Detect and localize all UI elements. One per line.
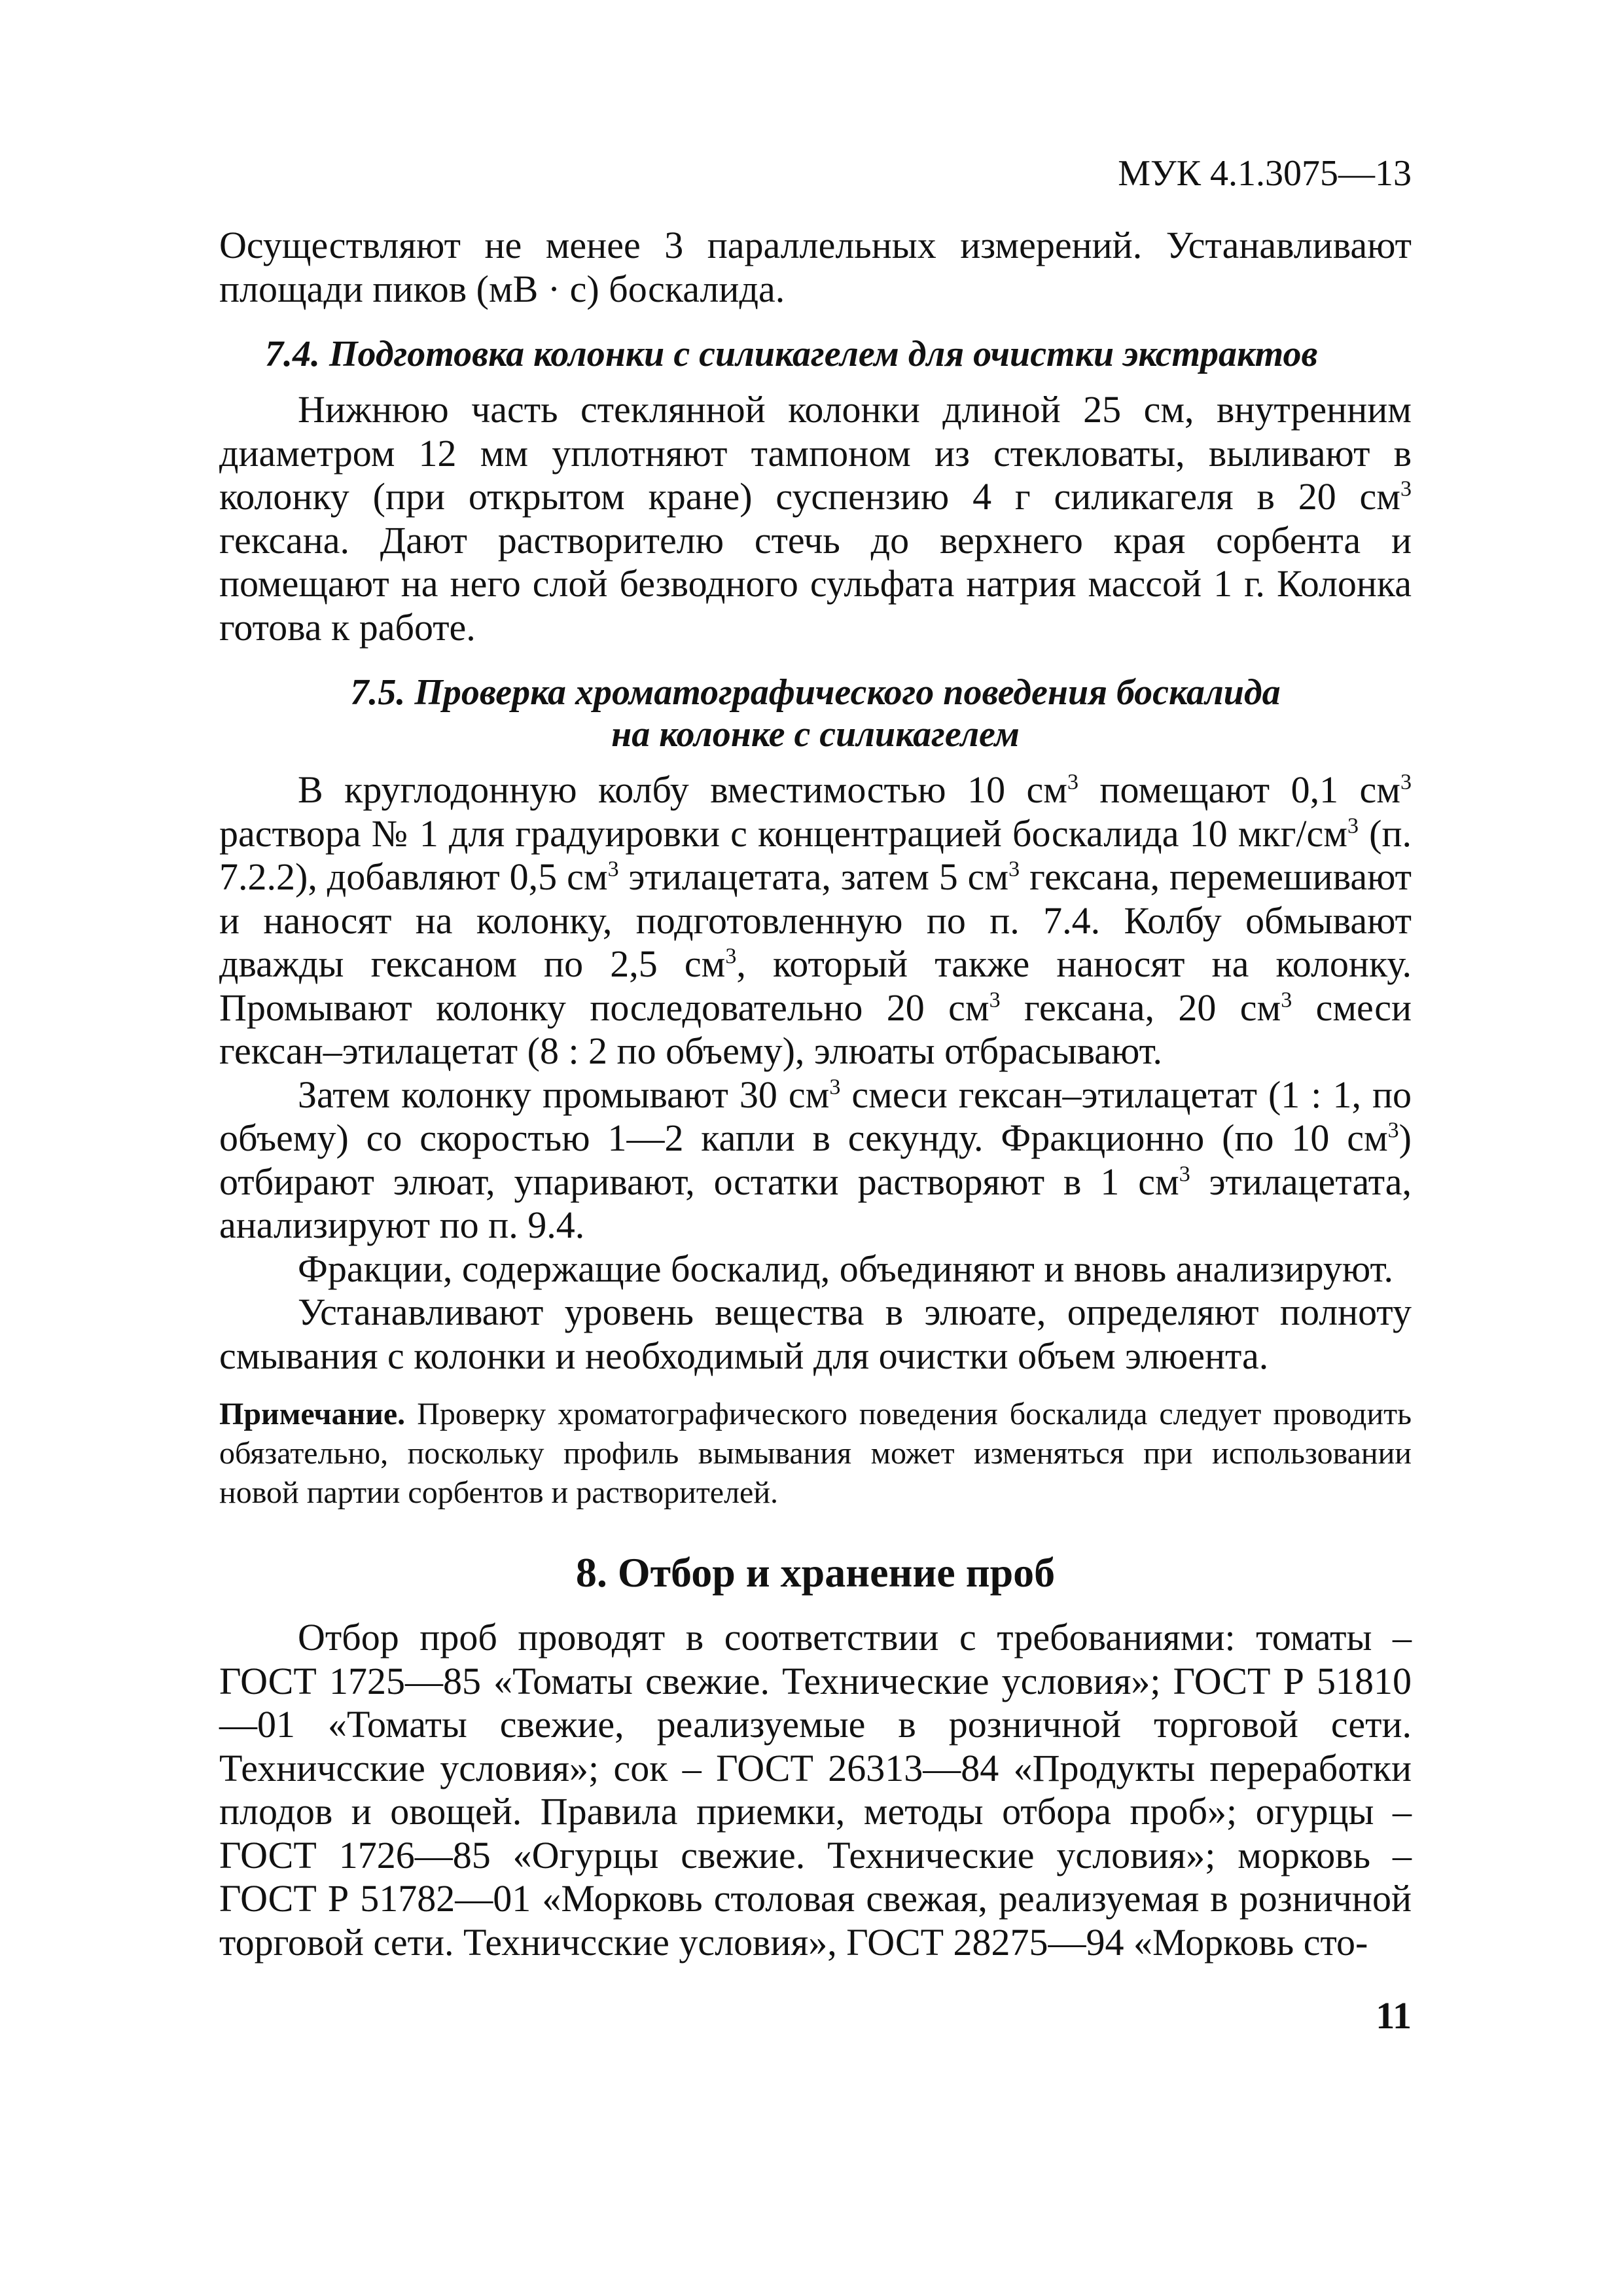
document-page — [219, 151, 1412, 1964]
page-number: 11 — [1376, 1994, 1412, 2037]
section-7-4-title: 7.4. Подготовка колонки с силикагелем для очистки экстрактов — [265, 334, 1318, 374]
section-7-5-title-line-2: на колонке с силикагелем — [611, 714, 1020, 755]
note-label: Примечание. — [219, 1397, 406, 1431]
section-7-5-paragraph-1: В круглодонную колбу вместимостью 10 $см^3$ помещают 0,1 $см^3$ раствора № 1 для градуировки с концентрацией боскалида 10 мкг/$см^3$ (п. 7.2.2), добавляют 0,5 $см^3$ этилацетата, затем 5 $см^3$ гексана, перемешивают и наносят на колонку, подготовленную по п. 7.4. Колбу обмывают дважды гексаном по 2,5 $см^3$, который также наносят на колонку. Промывают колонку последовательно 20 $см^3$ гексана, 20 $см^3$ смеси гексан–этилацетат (8 : 2 по объему), элюаты отбрасывают. — [219, 768, 1412, 1072]
section-8-paragraph: Отбор проб проводят в соответствии с требованиями: томаты – ГОСТ 1725—85 «Томаты свежие. Технические условия»; ГОСТ Р 51810—01 «Томаты свежие, реализуемые в розничной торговой сети. Техничсские условия»; сок – ГОСТ 26313—84 «Продукты переработки плодов и овощей. Правила приемки, методы отбора проб»; огурцы – ГОСТ 1726—85 «Огурцы свежие. Технические условия»; морковь – ГОСТ Р 51782—01 «Морковь столовая свежая, реализуемая в розничной торговой сети. Техничсские условия», ГОСТ 28275—94 «Морковь сто- — [219, 1616, 1412, 1964]
note-paragraph — [219, 1395, 1412, 1513]
section-7-5-title — [219, 672, 1412, 755]
section-7-5-paragraph-3: Фракции, содержащие боскалид, объединяют и вновь анализируют. — [298, 1247, 1393, 1290]
section-7-5-paragraph-2: Затем колонку промывают 30 $см^3$ смеси гексан–этилацетат (1 : 1, по объему) со скоростью 1—2 капли в секунду. Фракционно (по 10 $см^3$) отбирают элюат, упаривают, остатки растворяют в 1 $см^3$ этилацетата, анализируют по п. 9.4. — [219, 1073, 1412, 1246]
section-7-5-title-line-1: 7.5. Проверка хроматографического поведения боскалида — [350, 672, 1281, 713]
intro-paragraph: Осуществляют не менее 3 параллельных измерений. Устанавливают площади пиков (мВ · с) боскалида. — [219, 224, 1412, 310]
document-id: МУК 4.1.3075—13 — [1118, 153, 1412, 194]
section-7-4-paragraph: Нижнюю часть стеклянной колонки длиной 25 см, внутренним диаметром 12 мм уплотняют тампоном из стекловаты, выливают в колонку (при открытом кране) суспензию 4 г силикагеля в 20 $см^3$ гексана. Дают растворителю стечь до верхнего края сорбента и помещают на него слой безводного сульфата натрия массой 1 г. Колонка готова к работе. — [219, 388, 1412, 649]
section-7-5-paragraph-4: Устанавливают уровень вещества в элюате, определяют полноту смывания с колонки и необходимый для очистки объем элюента. — [219, 1291, 1412, 1377]
note-text: Проверку хроматографического поведения боскалида следует проводить обязательно, поскольку профиль вымывания может изменяться при использовании новой партии сорбентов и растворителей. — [219, 1397, 1412, 1510]
section-8-title: 8. Отбор и хранение проб — [575, 1549, 1056, 1596]
